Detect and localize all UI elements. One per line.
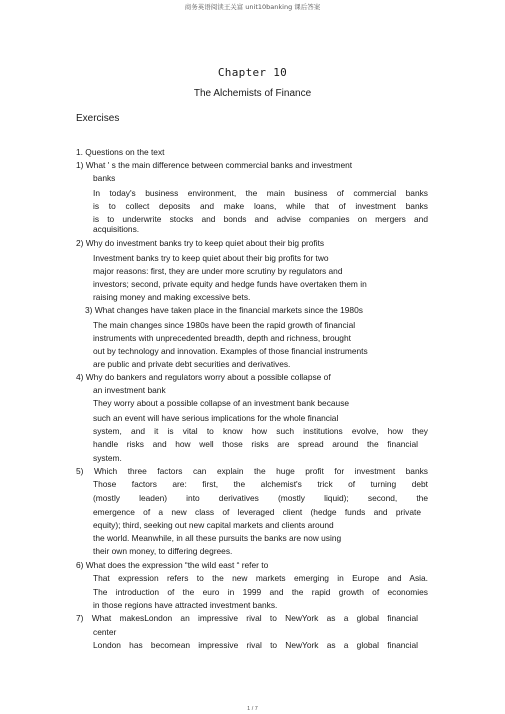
answer-line: their own money, to differing degrees. bbox=[93, 546, 233, 556]
answer-line: emergence of a new class of leveraged client (hedge funds and private bbox=[93, 507, 421, 517]
question-line: 6) What does the expression “the wild east “ refer to bbox=[76, 560, 269, 570]
answer-line: instruments with unprecedented breadth, depth and richness, brought bbox=[93, 333, 351, 343]
answer-line: That expression refers to the new markets emerging in Europe and Asia. bbox=[93, 573, 428, 583]
answer-line: such an event will have serious implications for the whole financial bbox=[93, 413, 339, 423]
question-line: 5) Which three factors can explain the huge profit for investment banks bbox=[76, 466, 428, 476]
question-line: 2) Why do investment banks try to keep quiet about their big profits bbox=[76, 238, 325, 248]
answer-line: the world. Meanwhile, in all these pursuits the banks are now using bbox=[93, 533, 342, 543]
question-line: 7) What makesLondon an impressive rival to NewYork as a global financial bbox=[76, 613, 418, 623]
answer-line: system, and it is vital to know how such institutions evolve, how they bbox=[93, 426, 428, 436]
answer-line: Investment banks try to keep quiet about their big profits for two bbox=[93, 253, 329, 263]
chapter-heading: Chapter 10 bbox=[217, 66, 288, 79]
answer-line: system. bbox=[93, 453, 122, 463]
answer-line: is to underwrite stocks and bonds and advise companies on mergers and bbox=[93, 214, 428, 224]
answer-line: equity); third, seeking out new capital markets and clients around bbox=[93, 520, 334, 530]
answer-line: acquisitions. bbox=[93, 224, 140, 234]
chapter-title: The Alchemists of Finance bbox=[193, 88, 312, 99]
questions-heading: 1. Questions on the text bbox=[76, 147, 165, 157]
question-line: 1) What ' s the main difference between commercial banks and investment bbox=[76, 160, 353, 170]
answer-line: out by technology and innovation. Examples of those financial instruments bbox=[93, 346, 368, 356]
question-line: 3) What changes have taken place in the financial markets since the 1980s bbox=[85, 305, 363, 315]
answer-line: in those regions have attracted investment banks. bbox=[93, 600, 278, 610]
question-line: banks bbox=[93, 173, 116, 183]
answer-line: Those factors are: first, the alchemist's trick of turning debt bbox=[93, 479, 428, 489]
section-heading: Exercises bbox=[76, 113, 120, 124]
answer-line: handle risks and how well those risks are spread around the financial bbox=[93, 439, 418, 449]
answer-line: major reasons: first, they are under more scrutiny by regulators and bbox=[93, 266, 343, 276]
answer-line: investors; second, private equity and hedge funds have overtaken them in bbox=[93, 279, 367, 289]
answer-line: London has becomean impressive rival to NewYork as a global financial bbox=[93, 640, 418, 650]
answer-line: raising money and making excessive bets. bbox=[93, 292, 251, 302]
answer-line: The main changes since 1980s have been the rapid growth of financial bbox=[93, 320, 356, 330]
answer-line: (mostly leaden) into derivatives (mostly liquid); second, the bbox=[93, 493, 428, 503]
page-header: 商务英语阅读王关富 unit10banking 课后答案 bbox=[184, 3, 321, 11]
answer-line: They worry about a possible collapse of an investment bank because bbox=[93, 398, 350, 408]
answer-line: are public and private debt securities and derivatives. bbox=[93, 359, 291, 369]
question-line: 4) Why do bankers and regulators worry about a possible collapse of bbox=[76, 372, 331, 382]
question-line: center bbox=[93, 627, 117, 637]
answer-line: is to collect deposits and make loans, while that of investment banks bbox=[93, 201, 428, 211]
answer-line: The introduction of the euro in 1999 and the rapid growth of economies bbox=[93, 587, 428, 597]
answer-line: In today's business environment, the main business of commercial banks bbox=[93, 188, 428, 198]
page-number: 1 / 7 bbox=[247, 706, 258, 712]
question-line: an investment bank bbox=[93, 385, 166, 395]
